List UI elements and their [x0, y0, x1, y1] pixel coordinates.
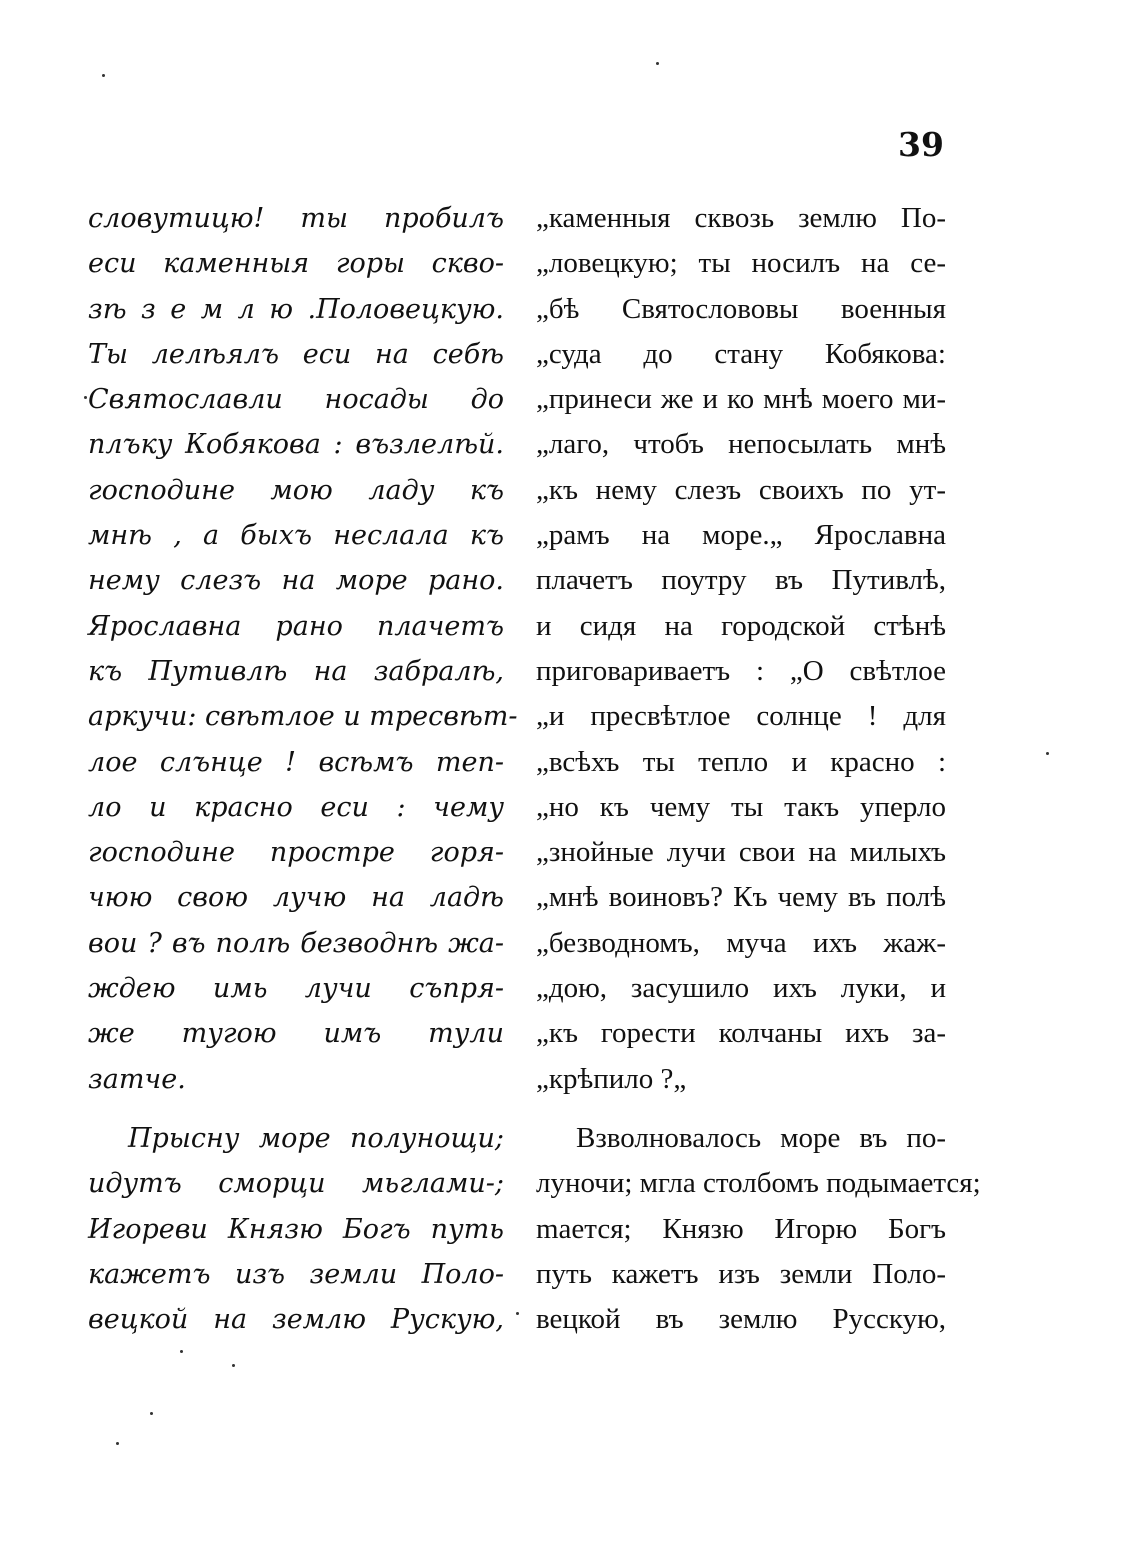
- text-line: вои ? въ полѣ безводнѣ жа-: [88, 927, 504, 959]
- text-line: вецкой въ землю Русскую,: [536, 1303, 946, 1336]
- left-paragraph-2: [88, 1116, 504, 1342]
- text-line: къ Путивлѣ на забралѣ,: [88, 655, 504, 687]
- text-line: „бѣ Святослововы военныя: [536, 292, 946, 325]
- text-line: зѣ з е м л ю .Половецкую.: [88, 293, 504, 325]
- text-line: ждею имь лучи съпря-: [88, 973, 504, 1005]
- text-line: „мнѣ воиновъ? Къ чему въ полѣ: [536, 881, 946, 914]
- text-line: приговариваетъ : „О свѣтлое: [536, 654, 946, 687]
- left-paragraph-1: [88, 196, 518, 1102]
- text-line: и сидя на городской стѣнѣ: [536, 609, 946, 642]
- text-line: затче.: [88, 1063, 186, 1095]
- text-line: „принеси же и ко мнѣ моего ми-: [536, 383, 946, 416]
- text-line: „рамъ на море.„ Ярославна: [536, 519, 946, 552]
- text-line: „каменныя сквозь землю По-: [536, 202, 946, 234]
- text-line: „ловецкую; ты носилъ на се-: [536, 247, 946, 280]
- text-line: путь кажетъ изъ земли Поло-: [536, 1257, 946, 1290]
- text-line: „знойные лучи свои на милыхъ: [536, 836, 946, 869]
- text-line: „лаго, чтобъ непосылать мнѣ: [536, 428, 946, 461]
- text-line: „но къ чему ты такъ уперло: [536, 790, 946, 823]
- text-line: кажетъ изъ земли Поло-: [88, 1258, 504, 1290]
- text-line: Ты лелѣялъ еси на себѣ: [88, 338, 504, 370]
- paper-speck: [232, 1364, 235, 1367]
- text-line: еси каменныя горы скво-: [88, 248, 504, 280]
- text-line: же тугою имъ тули: [88, 1018, 504, 1050]
- text-line: луночи; мгла столбомъ подымается;: [536, 1167, 981, 1200]
- text-line: „суда до стану Кобякова:: [536, 337, 946, 370]
- text-line: нему слезъ на море рано.: [88, 565, 504, 597]
- text-line: плъку Кобякова : възлелѣй.: [88, 429, 504, 461]
- text-line: Игореви Князю Богъ путь: [88, 1213, 504, 1245]
- text-line: плачетъ поутру въ Путивлѣ,: [536, 564, 946, 597]
- text-line: аркучи: свѣтлое и тресвѣт-: [88, 701, 518, 733]
- text-line: Взволновалось море въ по-: [576, 1121, 946, 1154]
- text-line: „къ нему слезъ своихъ по ут-: [536, 473, 946, 506]
- text-line: Прысну море полунощи;: [128, 1122, 504, 1154]
- paper-speck: [656, 62, 659, 65]
- text-line: „дою, засушило ихъ луки, и: [536, 972, 946, 1005]
- text-line: лое слънце ! всѣмъ теп-: [88, 746, 504, 778]
- paper-speck: [180, 1350, 183, 1353]
- text-line: ло и красно еси : чему: [88, 791, 504, 823]
- left-column-old-russian-text: [88, 196, 518, 1342]
- text-line: идутъ сморци мьглами-;: [88, 1168, 504, 1200]
- text-line: „къ горести колчаны ихъ за-: [536, 1017, 946, 1050]
- text-line: господине мою ладу къ: [88, 474, 504, 506]
- right-paragraph-1: [536, 196, 946, 1102]
- paper-speck: [102, 74, 105, 77]
- text-line: вецкой на землю Рускую,: [88, 1304, 504, 1336]
- text-line: Святославли носады до: [88, 384, 504, 416]
- text-line: maется; Князю Игорю Богъ: [536, 1212, 946, 1245]
- text-line: господине простре горя-: [88, 837, 504, 869]
- paper-speck: [150, 1412, 153, 1415]
- text-line: „крѣпило ?„: [536, 1062, 687, 1095]
- text-line: чюю свою лучю на ладѣ: [88, 882, 504, 914]
- paper-speck: [116, 1442, 119, 1445]
- right-paragraph-2: [536, 1116, 981, 1342]
- paper-speck: [516, 1312, 519, 1315]
- paper-speck: [1046, 752, 1049, 755]
- text-line: Ярославна рано плачетъ: [88, 610, 504, 642]
- text-line: „и пресвѣтлое солнце ! для: [536, 700, 946, 733]
- right-column-translation-text: [536, 196, 981, 1342]
- text-line: словутицю! ты пробилъ: [88, 203, 504, 234]
- text-line: „безводномъ, муча ихъ жаж-: [536, 926, 946, 959]
- paper-speck: [84, 396, 87, 399]
- page-number: 39: [898, 125, 944, 164]
- text-line: мнѣ , а быхъ неслала къ: [88, 520, 504, 552]
- text-line: „всѣхъ ты тепло и красно :: [536, 745, 946, 778]
